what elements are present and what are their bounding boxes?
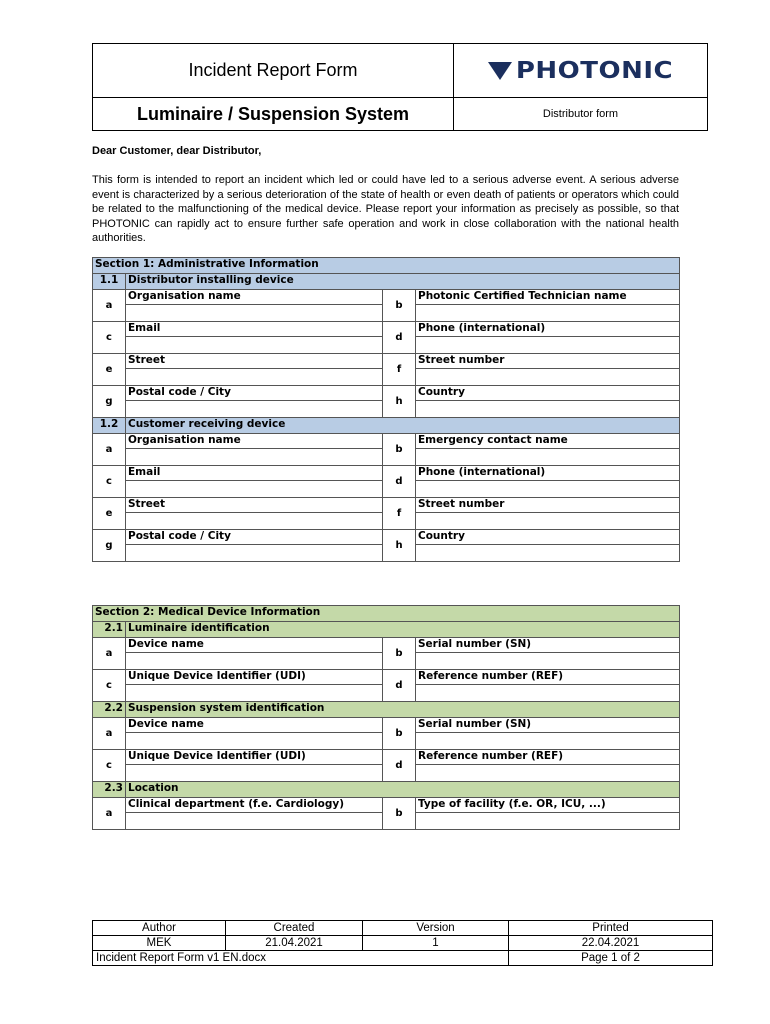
footer-version: 1 bbox=[363, 936, 509, 951]
field-input[interactable] bbox=[416, 813, 680, 830]
field-label: Device name bbox=[126, 718, 383, 733]
field-input[interactable] bbox=[126, 337, 383, 354]
field-letter: b bbox=[383, 434, 416, 466]
field-input[interactable] bbox=[126, 513, 383, 530]
form-type: Distributor form bbox=[542, 108, 619, 120]
field-label: Organisation name bbox=[126, 290, 383, 305]
field-label: Email bbox=[126, 466, 383, 481]
field-label: Reference number (REF) bbox=[416, 670, 680, 685]
field-label: Device name bbox=[126, 638, 383, 653]
field-label: Phone (international) bbox=[416, 466, 680, 481]
subsection-number: 1.2 bbox=[93, 418, 126, 434]
subsection-title: Suspension system identification bbox=[126, 702, 680, 718]
field-label: Postal code / City bbox=[126, 386, 383, 401]
field-letter: b bbox=[383, 798, 416, 830]
field-input[interactable] bbox=[416, 305, 680, 322]
field-input[interactable] bbox=[416, 653, 680, 670]
field-label: Street bbox=[126, 498, 383, 513]
field-input[interactable] bbox=[416, 765, 680, 782]
field-letter: e bbox=[93, 498, 126, 530]
footer-printed-label: Printed bbox=[509, 921, 713, 936]
field-label: Reference number (REF) bbox=[416, 750, 680, 765]
field-letter: a bbox=[93, 718, 126, 750]
footer-author-label: Author bbox=[93, 921, 226, 936]
field-label: Postal code / City bbox=[126, 530, 383, 545]
field-letter: a bbox=[93, 638, 126, 670]
field-label: Clinical department (f.e. Cardiology) bbox=[126, 798, 383, 813]
field-label: Serial number (SN) bbox=[416, 638, 680, 653]
field-letter: d bbox=[383, 750, 416, 782]
section-1-title: Section 1: Administrative Information bbox=[93, 258, 680, 274]
section-2-table bbox=[92, 605, 680, 830]
field-label: Phone (international) bbox=[416, 322, 680, 337]
subsection-title: Distributor installing device bbox=[126, 274, 680, 290]
field-input[interactable] bbox=[126, 369, 383, 386]
footer-created: 21.04.2021 bbox=[226, 936, 363, 951]
field-label: Type of facility (f.e. OR, ICU, ...) bbox=[416, 798, 680, 813]
field-letter: d bbox=[383, 466, 416, 498]
field-input[interactable] bbox=[126, 481, 383, 498]
footer-printed: 22.04.2021 bbox=[509, 936, 713, 951]
footer-page: Page 1 of 2 bbox=[509, 951, 713, 966]
form-header bbox=[92, 43, 708, 131]
footer-created-label: Created bbox=[226, 921, 363, 936]
field-letter: f bbox=[383, 498, 416, 530]
field-input[interactable] bbox=[416, 401, 680, 418]
field-label: Unique Device Identifier (UDI) bbox=[126, 670, 383, 685]
field-letter: f bbox=[383, 354, 416, 386]
field-letter: c bbox=[93, 670, 126, 702]
field-input[interactable] bbox=[126, 449, 383, 466]
field-input[interactable] bbox=[126, 305, 383, 322]
field-letter: c bbox=[93, 750, 126, 782]
field-label: Street number bbox=[416, 354, 680, 369]
subsection-number: 2.2 bbox=[93, 702, 126, 718]
greeting: Dear Customer, dear Distributor, bbox=[92, 145, 262, 157]
field-input[interactable] bbox=[126, 653, 383, 670]
field-label: Street bbox=[126, 354, 383, 369]
subsection-title: Customer receiving device bbox=[126, 418, 680, 434]
section-2-title: Section 2: Medical Device Information bbox=[93, 606, 680, 622]
form-title: Incident Report Form bbox=[93, 44, 454, 98]
field-letter: d bbox=[383, 670, 416, 702]
field-input[interactable] bbox=[416, 545, 680, 562]
subsection-number: 1.1 bbox=[93, 274, 126, 290]
brand-name: PHOTONIC bbox=[515, 57, 674, 84]
field-letter: b bbox=[383, 638, 416, 670]
field-label: Email bbox=[126, 322, 383, 337]
field-input[interactable] bbox=[126, 401, 383, 418]
field-input[interactable] bbox=[416, 685, 680, 702]
field-input[interactable] bbox=[416, 369, 680, 386]
field-letter: c bbox=[93, 322, 126, 354]
field-label: Country bbox=[416, 386, 680, 401]
section-1-table bbox=[92, 257, 680, 562]
footer-author: MEK bbox=[93, 936, 226, 951]
field-label: Unique Device Identifier (UDI) bbox=[126, 750, 383, 765]
subsection-number: 2.1 bbox=[93, 622, 126, 638]
field-label: Emergency contact name bbox=[416, 434, 680, 449]
field-label: Organisation name bbox=[126, 434, 383, 449]
subsection-title: Luminaire identification bbox=[126, 622, 680, 638]
field-input[interactable] bbox=[126, 685, 383, 702]
triangle-logo-icon bbox=[488, 62, 512, 80]
intro-paragraph: This form is intended to report an incident which led or could have led to a serious adverse event. A serious adverse event is characterized by a serious deterioration of the state of health or even death of patients or operators which could be related to the malfunctioning of the medical device. Please report your information as precisely as possible, so that PHOTONIC can rapidly act to ensure further safe operation and work in close collaboration with the national health authorities. bbox=[92, 174, 679, 244]
field-letter: b bbox=[383, 290, 416, 322]
field-letter: a bbox=[93, 798, 126, 830]
field-label: Photonic Certified Technician name bbox=[416, 290, 680, 305]
field-letter: a bbox=[93, 434, 126, 466]
field-letter: d bbox=[383, 322, 416, 354]
field-input[interactable] bbox=[126, 733, 383, 750]
field-letter: c bbox=[93, 466, 126, 498]
field-input[interactable] bbox=[126, 765, 383, 782]
field-input[interactable] bbox=[416, 733, 680, 750]
field-letter: g bbox=[93, 386, 126, 418]
document-footer bbox=[92, 920, 713, 966]
field-label: Serial number (SN) bbox=[416, 718, 680, 733]
field-label: Country bbox=[416, 530, 680, 545]
footer-filename: Incident Report Form v1 EN.docx bbox=[93, 951, 509, 966]
field-letter: e bbox=[93, 354, 126, 386]
footer-version-label: Version bbox=[363, 921, 509, 936]
field-letter: b bbox=[383, 718, 416, 750]
field-label: Street number bbox=[416, 498, 680, 513]
field-letter: a bbox=[93, 290, 126, 322]
field-input[interactable] bbox=[126, 813, 383, 830]
field-letter: h bbox=[383, 530, 416, 562]
field-input[interactable] bbox=[416, 481, 680, 498]
field-letter: h bbox=[383, 386, 416, 418]
field-letter: g bbox=[93, 530, 126, 562]
field-input[interactable] bbox=[416, 449, 680, 466]
subsection-number: 2.3 bbox=[93, 782, 126, 798]
subsection-title: Location bbox=[126, 782, 680, 798]
brand-logo bbox=[454, 44, 707, 98]
field-input[interactable] bbox=[416, 513, 680, 530]
field-input[interactable] bbox=[416, 337, 680, 354]
form-subtitle: Luminaire / Suspension System bbox=[93, 98, 454, 130]
field-input[interactable] bbox=[126, 545, 383, 562]
